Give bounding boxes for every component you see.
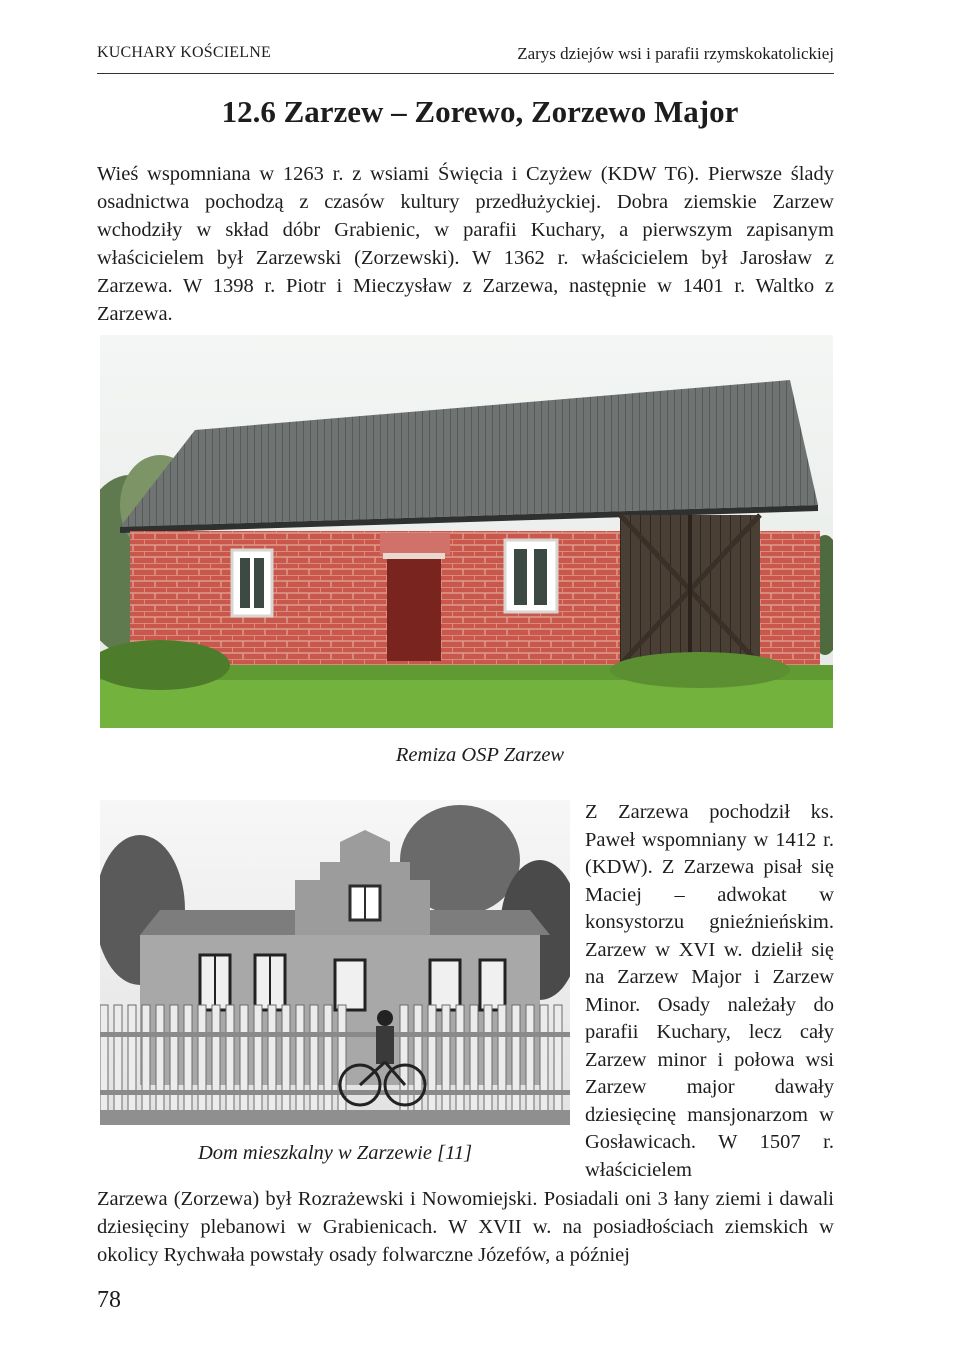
dwelling-house-photo [100, 800, 570, 1125]
page-number: 78 [97, 1287, 121, 1313]
running-header-right: Zarys dziejów wsi i parafii rzymskokatolickiej [517, 44, 834, 63]
side-column-text: Z Zarzewa pochodził ks. Paweł wspomniany w 1412 r. (KDW). Z Zarzewa pisał się Maciej – adwokat w konsystorzu gnieźnieńskim. Zarzew w XVI w. dzielił się na Zarzew Major i Zarzew Minor. Osady należały do parafii Kuchary, lecz cały Zarzew minor i połowa wsi Zarzew major dawały dziesięcinę mansjonarzom w Gosławicach. W 1507 r. właścicielem [585, 801, 834, 1181]
paragraph-intro: Wieś wspomniana w 1263 r. z wsiami Święcia i Czyżew (KDW T6). Pierwsze ślady osadnictwa pochodzą z czasów kultury przedłużyckiej. Dobra ziemskie Zarzew wchodziły w skład dóbr Grabienic, w parafii Kuchary, a pierwszym zapisanym właścicielem był Zarzewski (Zorzewski). W 1362 r. właścicielem był Jarosław z Zarzewa. W 1398 r. Piotr i Mieczysław z Zarzewa, następnie w 1401 r. Waltko z Zarzewa. [97, 163, 834, 325]
figure2-caption: Dom mieszkalny w Zarzewie [11] [197, 1142, 473, 1164]
running-header-left: KUCHARY KOŚCIELNE [97, 44, 271, 61]
fire-station-photo [100, 335, 833, 728]
header-rule [97, 73, 834, 74]
figure1-caption: Remiza OSP Zarzew [395, 744, 565, 766]
section-title: 12.6 Zarzew – Zorewo, Zorzewo Major [221, 94, 739, 129]
bottom-paragraph: Zarzewa (Zorzewa) był Rozrażewski i Nowomiejski. Posiadali oni 3 łany ziemi i dawali dziesięciny plebanowi w Grabienicach. W XVII w. na posiadłościach ziemskich w okolicy Rychwała powstały osady folwarczne Józefów, a później [97, 1188, 834, 1266]
